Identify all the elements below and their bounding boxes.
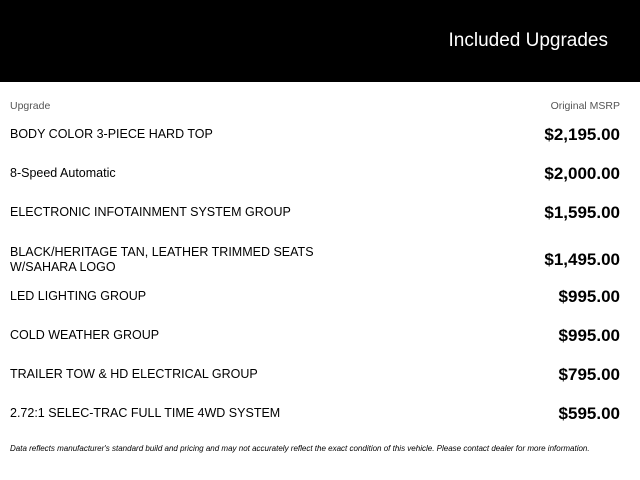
header-bar: [0, 0, 640, 82]
upgrade-name: 8-Speed Automatic: [10, 166, 116, 180]
disclaimer-text: Data reflects manufacturer's standard build and pricing and may not accurately reflect the exact condition of this vehicle. Please contact dealer for more information.: [10, 444, 590, 453]
column-header-upgrade: Upgrade: [10, 100, 51, 112]
upgrade-name: 2.72:1 SELEC-TRAC FULL TIME 4WD SYSTEM: [10, 406, 281, 420]
list-item: [0, 155, 640, 194]
column-header-msrp: Original MSRP: [550, 100, 620, 112]
upgrade-name: LED LIGHTING GROUP: [10, 289, 147, 303]
upgrades-list: [0, 116, 640, 434]
upgrade-price: $1,495.00: [544, 250, 620, 269]
upgrade-price: $995.00: [558, 287, 620, 306]
upgrade-price: $2,195.00: [544, 125, 620, 144]
list-item: [0, 356, 640, 395]
list-item: [0, 317, 640, 356]
page-title: Included Upgrades: [448, 30, 608, 51]
upgrade-name: ELECTRONIC INFOTAINMENT SYSTEM GROUP: [10, 205, 291, 219]
upgrade-price: $2,000.00: [544, 164, 620, 183]
list-item: [0, 278, 640, 317]
upgrade-name: COLD WEATHER GROUP: [10, 328, 160, 342]
list-item: [0, 194, 640, 233]
list-item: [0, 233, 640, 278]
upgrade-name: BODY COLOR 3-PIECE HARD TOP: [10, 127, 213, 141]
upgrade-price: $995.00: [558, 326, 620, 345]
upgrade-price: $1,595.00: [544, 203, 620, 222]
list-item: [0, 395, 640, 434]
upgrade-price: $595.00: [558, 404, 620, 423]
upgrade-name: BLACK/HERITAGE TAN, LEATHER TRIMMED SEATS W/SAHARA LOGO: [10, 245, 314, 274]
upgrade-price: $795.00: [558, 365, 620, 384]
upgrade-name: TRAILER TOW & HD ELECTRICAL GROUP: [10, 367, 258, 381]
list-item: [0, 116, 640, 155]
